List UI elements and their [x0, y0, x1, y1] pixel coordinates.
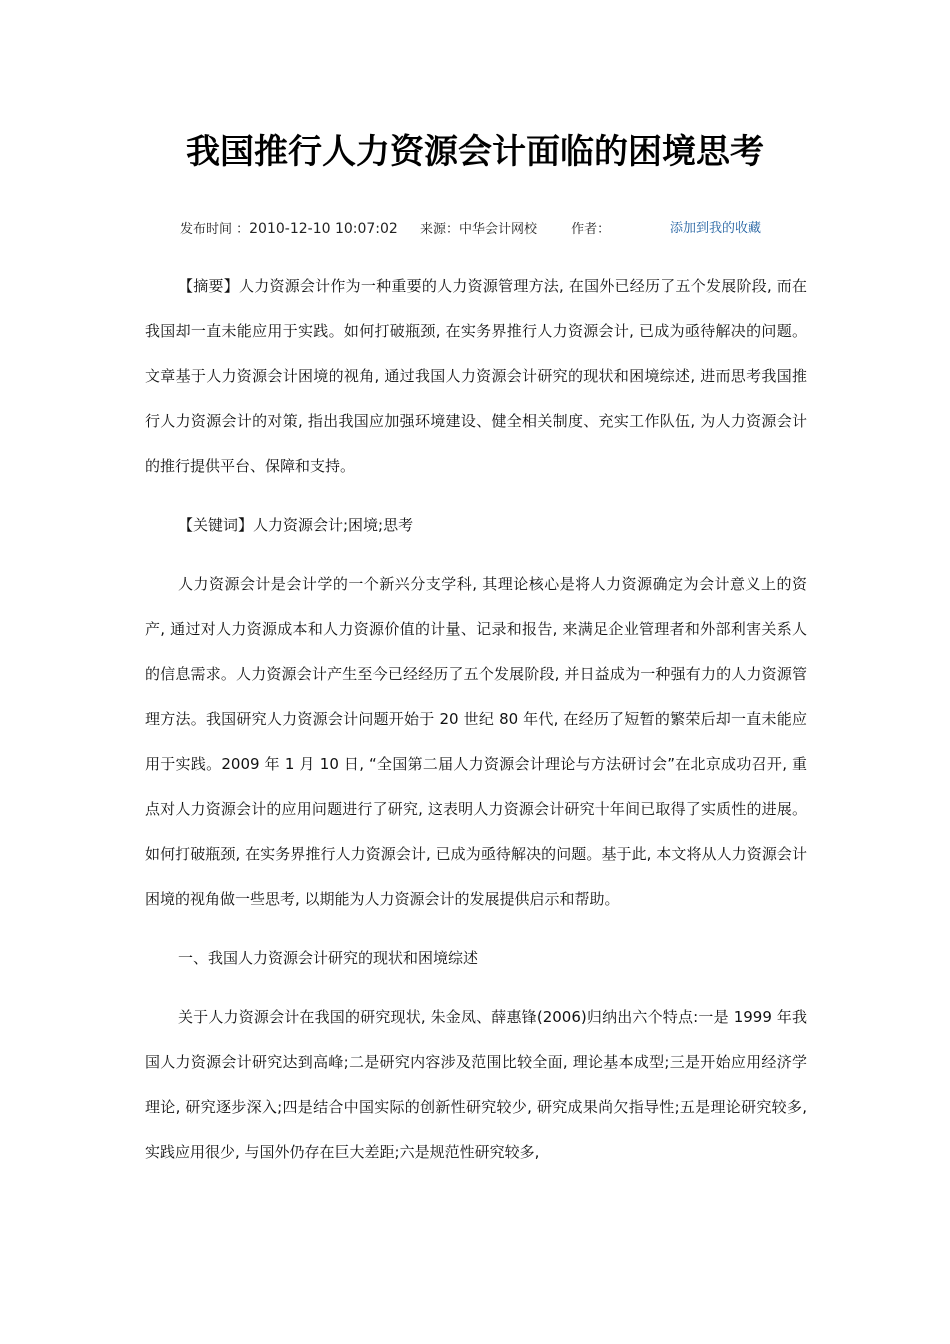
add-to-favorites-link[interactable]: 添加到我的收藏: [670, 221, 762, 236]
section-paragraph: 关于人力资源会计在我国的研究现状, 朱金凤、薛惠锋(2006)归纳出六个特点:一是 1999 年我国人力资源会计研究达到高峰;二是研究内容涉及范围比较全面, 理论基本成型;三是开始应用经济学理论, 研究逐步深入;四是结合中国实际的创新性研究较少, 研究成果尚欠指导性;五是理论研究较多, 实践应用很少, 与国外仍存在巨大差距;六是规范性研究较多,: [145, 1008, 807, 1161]
author-label: 作者：: [571, 222, 611, 237]
abstract-paragraph: 【摘要】人力资源会计作为一种重要的人力资源管理方法, 在国外已经历了五个发展阶段, 而在我国却一直未能应用于实践。如何打破瓶颈, 在实务界推行人力资源会计, 已成为亟待解决的问题。文章基于人力资源会计困境的视角, 通过我国人力资源会计研究的现状和困境综述, 进而思考我国推行人力资源会计的对策, 指出我国应加强环境建设、健全相关制度、充实工作队伍, 为人力资源会计的推行提供平台、保障和支持。: [145, 277, 807, 475]
source-label: 来源：中华会计网校: [419, 222, 537, 237]
publish-date: 2010-12-10 10:07:02: [249, 221, 398, 237]
publish-label: 发布时间 ：: [180, 222, 250, 237]
keywords-paragraph: 【关键词】人力资源会计;困境;思考: [178, 516, 414, 534]
article-meta: [180, 218, 820, 240]
article-body: [145, 264, 807, 1175]
article-title: 我国推行人力资源会计面临的困境思考: [186, 132, 764, 172]
section-heading: 一、我国人力资源会计研究的现状和困境综述: [178, 949, 479, 967]
intro-paragraph: 人力资源会计是会计学的一个新兴分支学科, 其理论核心是将人力资源确定为会计意义上的资产, 通过对人力资源成本和人力资源价值的计量、记录和报告, 来满足企业管理者和外部利害关系人的信息需求。人力资源会计产生至今已经经历了五个发展阶段, 并日益成为一种强有力的人力资源管理方法。我国研究人力资源会计问题开始于 20 世纪 80 年代, 在经历了短暂的繁荣后却一直未能应用于实践。2009 年 1 月 10 日, “全国第二届人力资源会计理论与方法研讨会”在北京成功召开, 重点对人力资源会计的应用问题进行了研究, 这表明人力资源会计研究十年间已取得了实质性的进展。如何打破瓶颈, 在实务界推行人力资源会计, 已成为亟待解决的问题。基于此, 本文将从人力资源会计困境的视角做一些思考, 以期能为人力资源会计的发展提供启示和帮助。: [145, 575, 807, 908]
